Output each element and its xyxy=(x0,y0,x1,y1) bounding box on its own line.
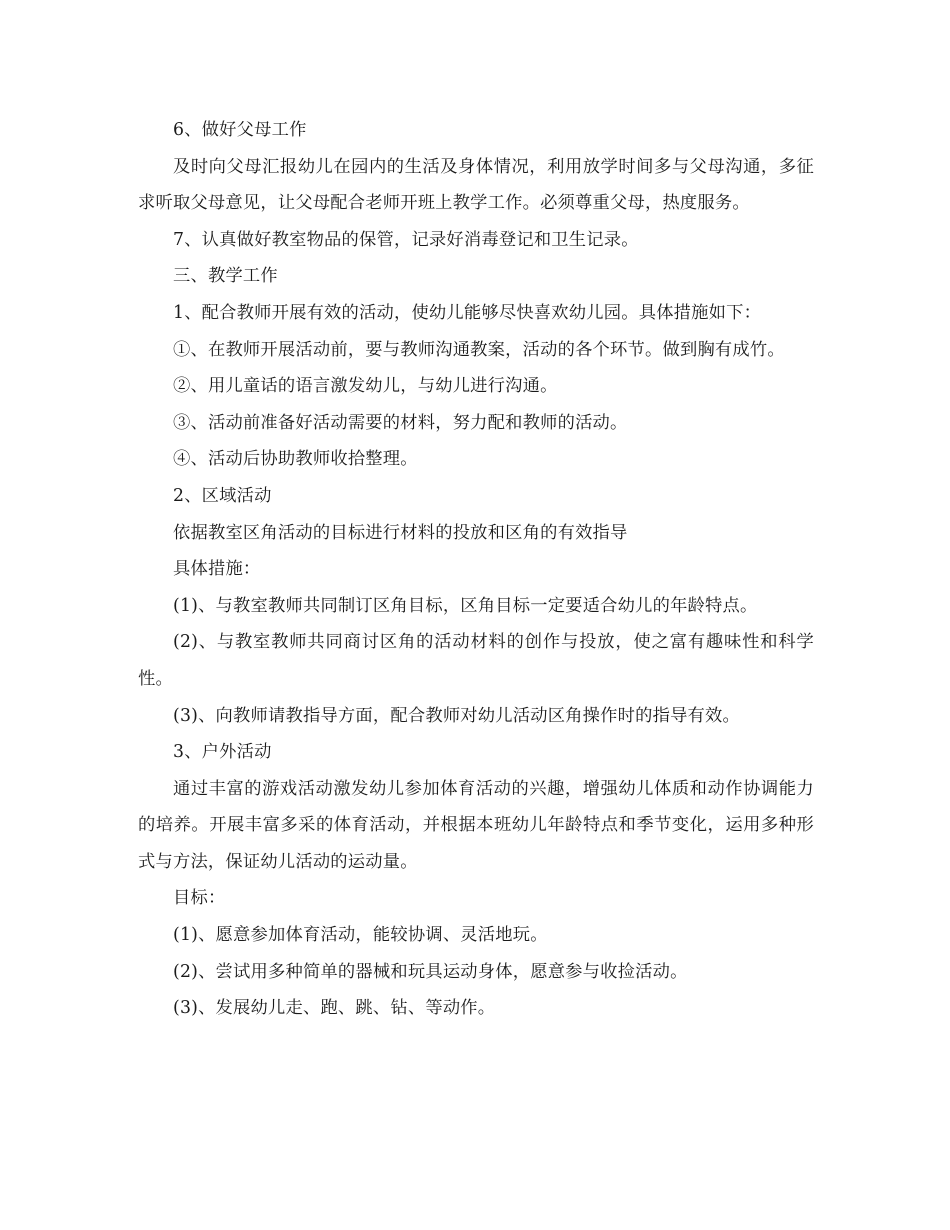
paragraph-cooperate-teacher: 1、配合教师开展有效的活动，使幼儿能够尽快喜欢幼儿园。具体措施如下： xyxy=(173,302,762,323)
section-heading-parent-work: 6、做好父母工作 xyxy=(173,120,307,140)
document-body xyxy=(138,112,814,1027)
label-specific-measures: 具体措施： xyxy=(173,559,261,580)
label-goals: 目标： xyxy=(173,888,226,909)
list-item-circled-1: ①、在教师开展活动前，要与教师沟通教案，活动的各个环节。做到胸有成竹。 xyxy=(173,339,785,360)
list-item-circled-4: ④、活动后协助教师收拾整理。 xyxy=(173,449,418,470)
paragraph-parent-communication: 及时向父母汇报幼儿在园内的生活及身体情况，利用放学时间多与父母沟通，多征求听取父母意见，让父母配合老师开班上教学工作。必须尊重父母，热度服务。 xyxy=(138,156,814,214)
paragraph-classroom-items: 7、认真做好教室物品的保管，记录好消毒登记和卫生记录。 xyxy=(173,229,639,250)
list-item-measure-3: (3)、向教师请教指导方面，配合教师对幼儿活动区角操作时的指导有效。 xyxy=(173,705,740,726)
list-item-goal-2: (2)、尝试用多种简单的器械和玩具运动身体，愿意参与收捡活动。 xyxy=(173,961,688,982)
list-item-goal-1: (1)、愿意参加体育活动，能较协调、灵活地玩。 xyxy=(173,925,548,946)
paragraph-outdoor-description: 通过丰富的游戏活动激发幼儿参加体育活动的兴趣，增强幼儿体质和动作协调能力的培养。开展丰富多采的体育活动，并根据本班幼儿年龄特点和季节变化，运用多种形式与方法，保证幼儿活动的运动量。 xyxy=(138,778,814,872)
list-item-measure-2: (2)、与教室教师共同商讨区角的活动材料的创作与投放，使之富有趣味性和科学性。 xyxy=(138,632,814,689)
section-heading-teaching-work: 三、教学工作 xyxy=(173,266,278,287)
list-item-circled-3: ③、活动前准备好活动需要的材料，努力配和教师的活动。 xyxy=(173,412,628,433)
list-item-goal-3: (3)、发展幼儿走、跑、跳、钻、等动作。 xyxy=(173,998,496,1019)
section-heading-area-activity: 2、区域活动 xyxy=(173,485,272,506)
paragraph-area-guidance: 依据教室区角活动的目标进行材料的投放和区角的有效指导 xyxy=(173,522,628,543)
section-heading-outdoor-activity: 3、户外活动 xyxy=(173,742,272,763)
list-item-circled-2: ②、用儿童话的语言激发幼儿，与幼儿进行沟通。 xyxy=(173,376,558,397)
list-item-measure-1: (1)、与教室教师共同制订区角目标，区角目标一定要适合幼儿的年龄特点。 xyxy=(173,595,758,616)
